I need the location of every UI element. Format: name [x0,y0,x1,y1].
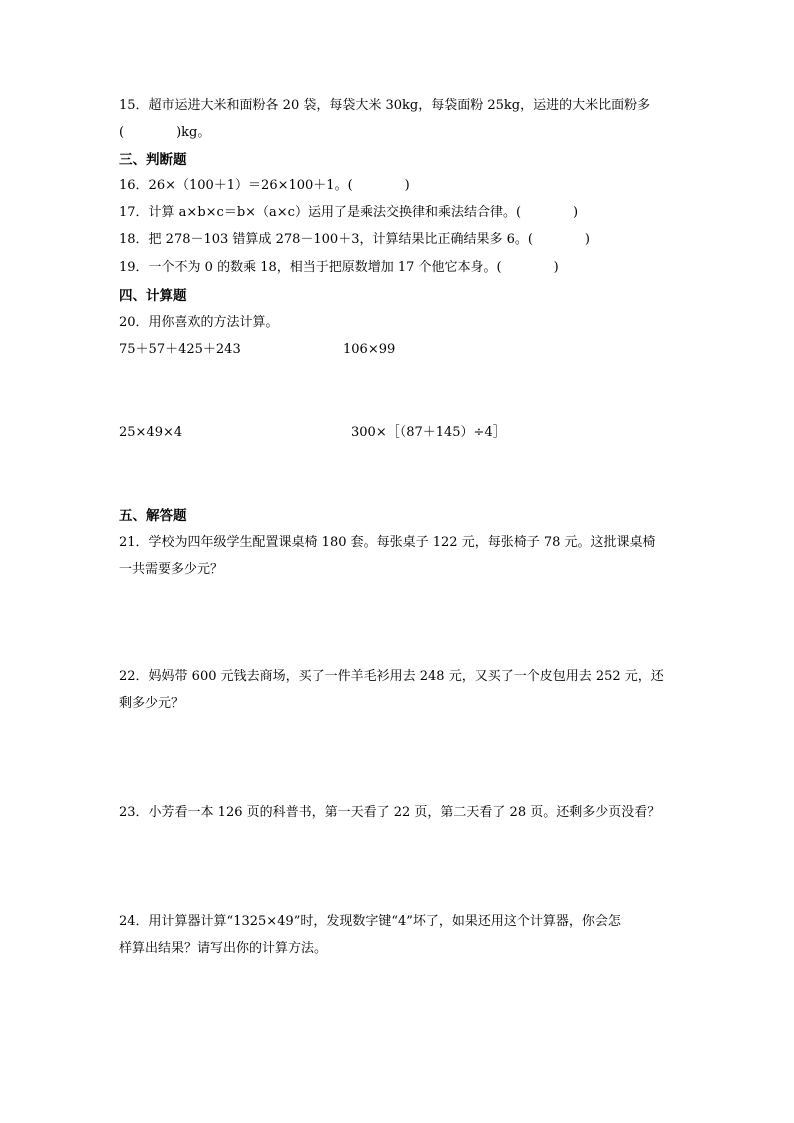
expression-4: 300×［（87＋145）÷4］ [351,425,506,440]
expression-3: 25×49×4 [119,425,183,440]
question-24-line-2: 样算出结果？请写出你的计算方法。 [119,941,328,956]
section-4-title: 四、计算题 [119,288,187,304]
question-22-line-2: 剩多少元？ [119,696,185,711]
section-5-title: 五、解答题 [119,508,187,524]
question-17: 17．计算 a×b×c＝b×（a×c）运用了是乘法交换律和乘法结合律。( ) [119,205,579,220]
question-18: 18．把 278－103 错算成 278－100＋3，计算结果比正确结果多 6。( ) [119,232,591,247]
section-3-title: 三、判断题 [119,152,187,168]
expression-2: 106×99 [343,342,396,357]
question-15-line-2: ( )kg。 [119,125,211,140]
question-15-line-1: 15．超市运进大米和面粉各 20 袋，每袋大米 30kg，每袋面粉 25kg，运进的大米比面粉多 [119,98,651,113]
question-23: 23．小芳看一本 126 页的科普书，第一天看了 22 页，第二天看了 28 页。还剩多少页没看？ [119,805,661,820]
question-16: 16．26×（100＋1）＝26×100＋1。( ) [119,178,410,193]
expression-1: 75＋57＋425＋243 [119,342,241,357]
question-24-line-1: 24．用计算器计算“1325×49”时，发现数字键“4”坏了，如果还用这个计算器，你会怎 [119,914,621,929]
question-19: 19．一个不为 0 的数乘 18，相当于把原数增加 17 个他它本身。( ) [119,260,559,275]
question-20-prompt: 20．用你喜欢的方法计算。 [119,315,279,330]
question-21-line-1: 21．学校为四年级学生配置课桌椅 180 套。每张桌子 122 元，每张椅子 78 元。这批课桌椅 [119,535,656,550]
question-21-line-2: 一共需要多少元？ [119,562,224,577]
question-22-line-1: 22．妈妈带 600 元钱去商场，买了一件羊毛衫用去 248 元，又买了一个皮包用去 252 元，还 [119,669,664,684]
